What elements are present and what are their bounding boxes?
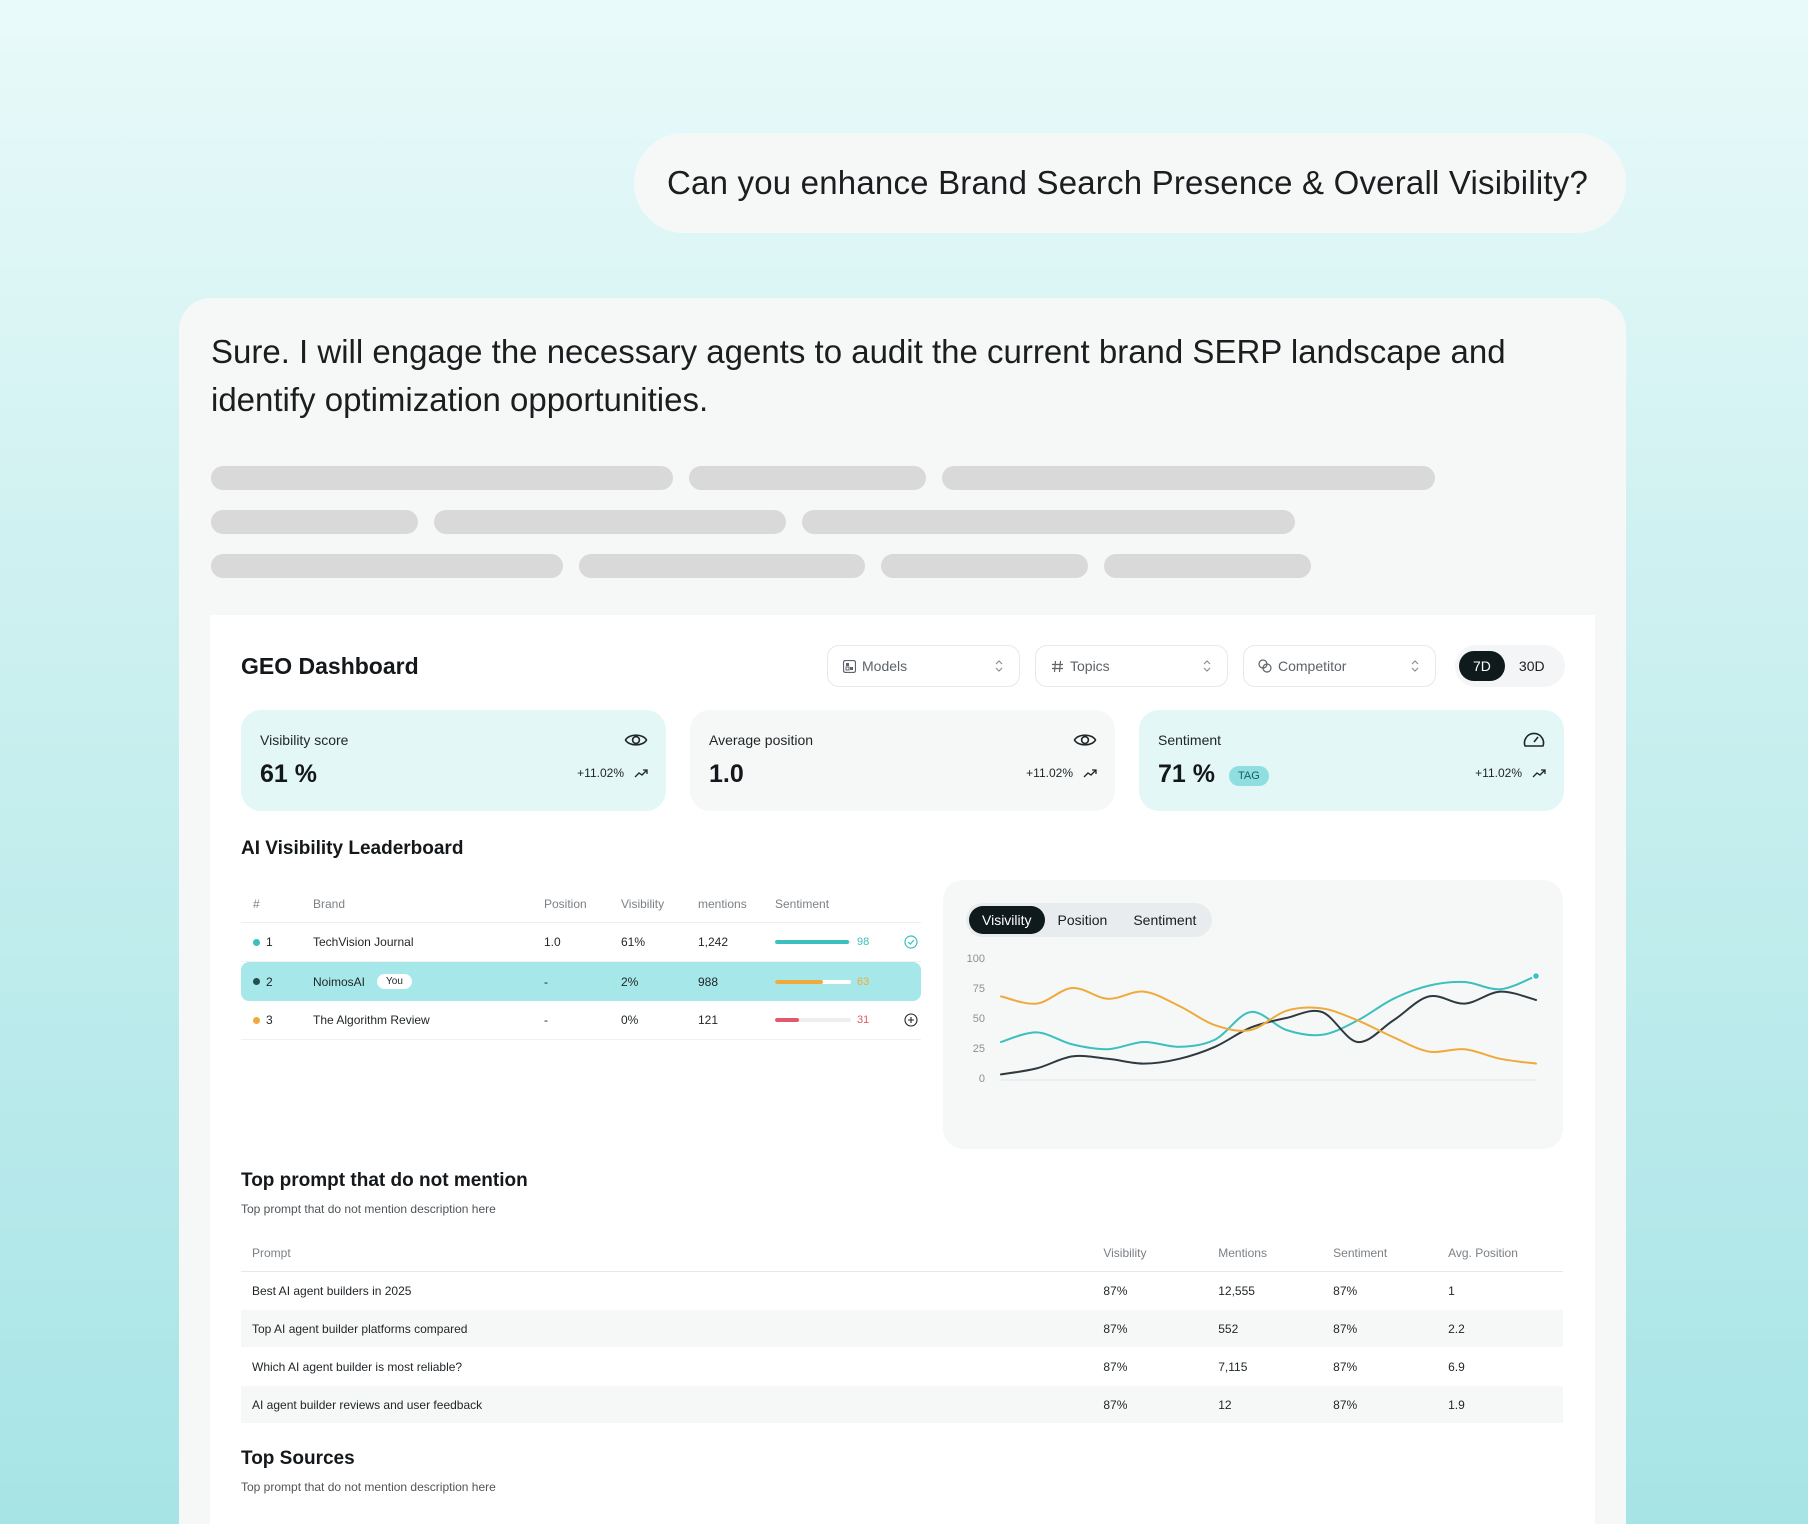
prompt-text: Which AI agent builder is most reliable? [252,1359,463,1374]
kpi-label: Sentiment [1158,732,1222,748]
series-line-1 [1001,976,1536,1049]
series-endpoint-marker [1533,973,1540,980]
brand-name: NoimosAI [313,974,366,989]
eye-icon [624,730,648,750]
models-icon [842,659,856,673]
skeleton-line [881,554,1088,578]
visibility-value: 0% [621,1013,639,1027]
user-message-bubble [634,133,1626,233]
table-row[interactable] [241,923,921,962]
kpi-value: 1.0 [709,760,744,788]
leaderboard-header [241,885,921,923]
visibility-value: 87% [1103,1359,1128,1374]
avg-position-value: 1 [1448,1283,1455,1298]
eye-icon [1073,730,1097,750]
col-visibility: Visibility [1103,1245,1147,1260]
trend-up-icon [1532,766,1546,780]
col-sentiment: Sentiment [1333,1245,1388,1260]
check-circle-icon[interactable] [904,935,918,949]
skeleton-line [434,510,786,534]
sentiment-value: 87% [1333,1397,1358,1412]
y-tick-label: 100 [966,953,985,965]
models-filter[interactable] [827,645,1020,687]
mentions-value: 121 [698,1013,719,1027]
range-30d-button[interactable]: 30D [1518,658,1545,674]
range-7d-button[interactable]: 7D [1459,651,1505,681]
visibility-chart-card [943,880,1563,1149]
kpi-delta: +11.02% [1475,766,1522,780]
kpi-value: 71 % [1158,760,1215,788]
rank-number: 2 [266,974,273,989]
top-sources-description: Top prompt that do not mention description here [241,1480,496,1494]
mentions-value: 7,115 [1218,1359,1248,1374]
competitor-filter[interactable] [1243,645,1436,687]
table-row[interactable] [241,1001,921,1040]
geo-dashboard [210,615,1595,1524]
hash-icon [1050,659,1064,673]
table-row[interactable] [241,962,921,1001]
assistant-message-card [179,298,1626,1524]
skeleton-line [802,510,1295,534]
avg-position-value: 1.9 [1448,1397,1465,1412]
sentiment-score: 31 [857,1014,870,1026]
sentiment-bar [775,940,851,944]
rank-number: 3 [266,1013,273,1027]
you-badge: You [377,974,412,989]
visibility-value: 87% [1103,1321,1128,1336]
chevron-updown-icon [1201,659,1213,673]
position-value: - [544,1013,548,1027]
average-position-card [690,710,1115,811]
sentiment-value: 87% [1333,1283,1358,1298]
tab-visibility[interactable]: Visivility [969,906,1045,934]
sentiment-bar-fill [775,1018,799,1022]
tab-sentiment[interactable]: Sentiment [1133,912,1197,928]
col-position: Position [544,896,587,911]
mentions-value: 988 [698,974,719,989]
col-prompt: Prompt [252,1245,291,1260]
competitor-icon [1258,659,1272,673]
chevron-updown-icon [1409,659,1421,673]
kpi-label: Average position [709,732,814,748]
series-line-3 [1001,988,1536,1064]
visibility-value: 2% [621,974,639,989]
sentiment-score: 98 [857,936,870,948]
col-mentions: mentions [698,896,747,911]
skeleton-line [1104,554,1311,578]
sentiment-value: 87% [1333,1359,1358,1374]
rank-dot [253,978,260,985]
rank-dot [253,1017,260,1024]
kpi-delta: +11.02% [1026,766,1073,780]
visibility-score-card [241,710,666,811]
date-range-toggle [1455,645,1565,687]
mentions-value: 12 [1218,1397,1232,1412]
line-chart [943,950,1563,1149]
chart-tabs [966,903,1212,937]
visibility-value: 61% [621,935,646,949]
leaderboard-table [241,885,921,1040]
avg-position-value: 2.2 [1448,1321,1465,1336]
kpi-label: Visibility score [260,732,349,748]
col-brand: Brand [313,896,346,911]
trend-up-icon [634,766,648,780]
user-message-text: Can you enhance Brand Search Presence & Overall Visibility? [667,164,1589,201]
rank-dot [253,939,260,946]
top-prompts-description: Top prompt that do not mention description here [241,1202,496,1216]
sentiment-bar [775,1018,851,1022]
gauge-icon [1522,730,1546,750]
competitor-filter-label: Competitor [1278,658,1347,674]
series-line-2 [1001,992,1536,1075]
brand-name: The Algorithm Review [313,1013,430,1027]
rank-number: 1 [266,935,273,949]
topics-filter-label: Topics [1070,658,1110,674]
tab-position[interactable]: Position [1057,912,1108,928]
prompt-text: AI agent builder reviews and user feedback [252,1397,483,1412]
brand-name: TechVision Journal [313,935,414,949]
skeleton-line [211,510,418,534]
sentiment-bar-fill [775,980,823,984]
chevron-updown-icon [993,659,1005,673]
table-row[interactable] [241,1386,1563,1424]
prompt-text: Top AI agent builder platforms compared [252,1321,468,1336]
visibility-value: 87% [1103,1397,1128,1412]
y-tick-label: 75 [972,983,985,995]
plus-circle-icon[interactable] [904,1013,918,1027]
mentions-value: 552 [1218,1321,1239,1336]
y-tick-label: 25 [972,1043,985,1055]
top-prompts-table [241,1234,1563,1424]
table-row[interactable] [241,1310,1563,1348]
top-prompts-title: Top prompt that do not mention [241,1170,528,1191]
position-value: 1.0 [544,935,561,949]
sentiment-card [1139,710,1564,811]
prompt-text: Best AI agent builders in 2025 [252,1283,412,1298]
col-rank: # [253,896,260,911]
top-sources-title: Top Sources [241,1448,355,1469]
assistant-message-text: Sure. I will engage the necessary agents to audit the current brand SERP landscape and identify optimization opportunities. [211,333,1506,418]
top-prompts-header [241,1234,1563,1272]
kpi-delta: +11.02% [577,766,624,780]
sentiment-bar [775,980,851,984]
kpi-value: 61 % [260,760,317,788]
position-value: - [544,974,548,989]
col-mentions: Mentions [1218,1245,1267,1260]
sentiment-tag: TAG [1229,766,1269,786]
sentiment-bar-fill [775,940,849,944]
skeleton-line [211,554,563,578]
col-sentiment: Sentiment [775,896,830,911]
mentions-value: 1,242 [698,935,729,949]
y-tick-label: 50 [972,1013,985,1025]
models-filter-label: Models [862,658,908,674]
dashboard-title: GEO Dashboard [241,653,419,679]
sentiment-value: 87% [1333,1321,1358,1336]
y-tick-label: 0 [978,1073,985,1085]
table-row[interactable] [241,1272,1563,1310]
topics-filter[interactable] [1035,645,1228,687]
skeleton-line [942,466,1435,490]
leaderboard-title: AI Visibility Leaderboard [241,838,464,859]
table-row[interactable] [241,1348,1563,1386]
visibility-value: 87% [1103,1283,1128,1298]
skeleton-line [579,554,865,578]
col-visibility: Visibility [621,896,665,911]
skeleton-line [211,466,673,490]
skeleton-line [689,466,926,490]
trend-up-icon [1083,766,1097,780]
mentions-value: 12,555 [1218,1283,1255,1298]
sentiment-score: 63 [857,975,870,988]
col-avg-position: Avg. Position [1448,1245,1518,1260]
avg-position-value: 6.9 [1448,1359,1465,1374]
